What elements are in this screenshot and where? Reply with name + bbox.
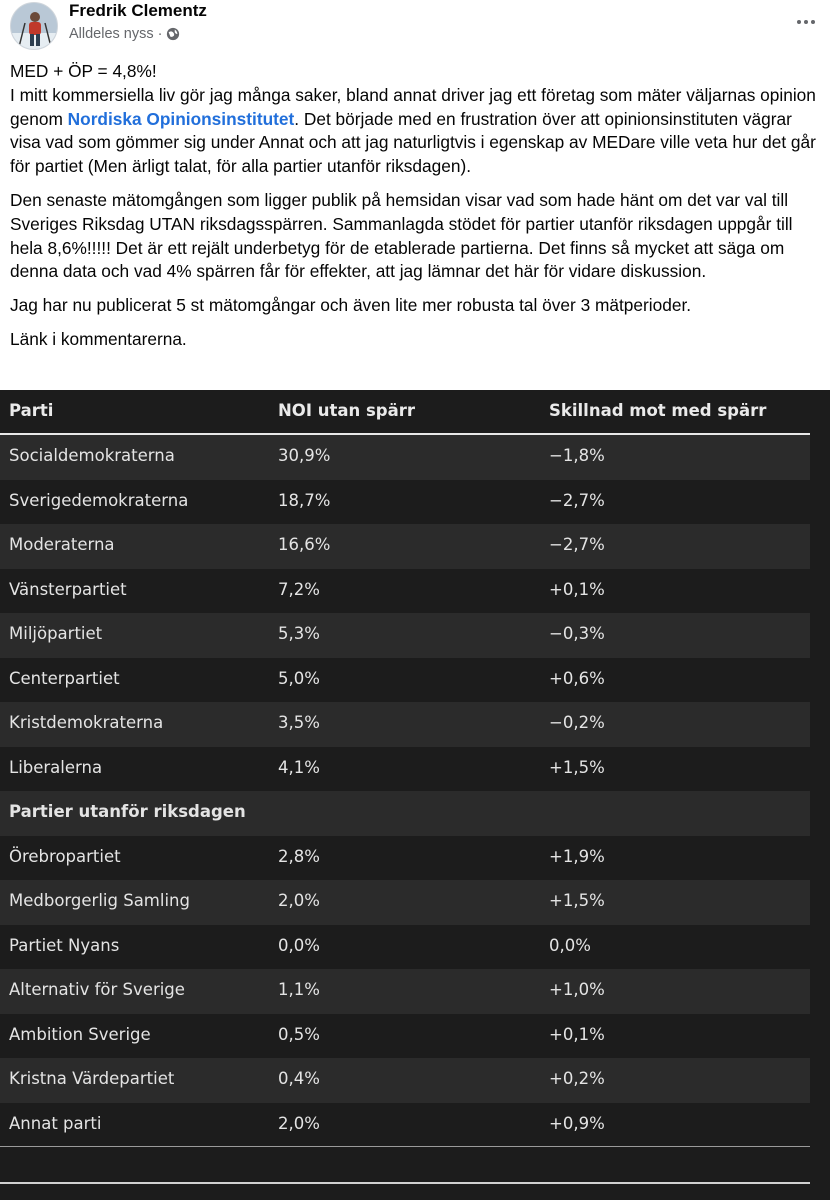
party-cell: Kristna Värdepartiet [9, 1069, 175, 1088]
table-row [0, 969, 810, 1014]
noi-cell: 2,8% [278, 846, 320, 866]
noi-cell: 18,7% [278, 490, 331, 510]
post-headline: MED + ÖP = 4,8%! [10, 61, 157, 81]
diff-cell: −1,8% [549, 446, 605, 465]
post-time[interactable]: Alldeles nyss [69, 26, 154, 42]
table-header [0, 390, 810, 434]
post-text-b: . Det började med en frustration över att opinionsinstituten vägrar visa vad som gömmer sig under Annat och att jag naturligtvis i egenskap av MEDare ville veta hur det går för partiet (Men ärligt talat, för alla partier utanför riksdagen). [10, 108, 816, 177]
diff-cell: +1,9% [549, 846, 605, 866]
party-cell: Örebropartiet [9, 846, 121, 866]
diff-cell: −0,2% [549, 713, 605, 732]
diff-cell: +0,6% [549, 668, 605, 688]
avatar-photo-icon [11, 3, 58, 50]
poll-table-image[interactable] [0, 390, 830, 1200]
party-cell: Medborgerlig Samling [9, 891, 190, 910]
party-cell: Liberalerna [9, 757, 103, 777]
party-cell: Miljöpartiet [9, 624, 103, 643]
post-header [10, 0, 830, 50]
table-row [0, 747, 810, 792]
diff-cell: −0,3% [549, 624, 605, 643]
party-cell: Kristdemokraterna [9, 713, 164, 732]
table-bottom-divider [0, 1146, 810, 1147]
party-cell: Partiet Nyans [9, 935, 120, 955]
noi-cell: 7,2% [278, 579, 320, 599]
post-paragraph-2: Den senaste mätomgången som ligger publik på hemsidan visar vad som hade hänt om det var val till Sveriges Riksdag UTAN riksdagsspärren. Sammanlagda stödet för partier utanför riksdagen uppgår till hela 8,6%!!!!! Det är ett rejält underbetyg för de etablerade partierna. Det finns så mycket att säga om denna data och vad 4% spärren får för effekter, att jag lämnar det här för vidare diskussion. [10, 189, 793, 282]
party-cell: Partier utanför riksdagen [9, 802, 246, 821]
party-cell: Annat parti [9, 1113, 102, 1133]
header-noi: NOI utan spärr [278, 401, 416, 420]
diff-cell: +0,9% [549, 1113, 605, 1133]
globe-icon[interactable] [166, 27, 180, 41]
party-cell: Ambition Sverige [9, 1024, 151, 1044]
noi-cell: 0,0% [278, 935, 320, 955]
noi-cell: 16,6% [278, 535, 331, 554]
meta-separator: · [157, 26, 163, 42]
section-row [0, 791, 810, 836]
party-cell: Socialdemokraterna [9, 446, 175, 465]
table-row [0, 569, 810, 614]
diff-cell: +0,1% [549, 1024, 605, 1044]
header-party: Parti [9, 401, 54, 420]
header-diff: Skillnad mot med spärr [549, 401, 767, 420]
more-dot [797, 20, 801, 24]
noi-cell: 5,0% [278, 668, 320, 688]
noi-cell: 1,1% [278, 980, 320, 999]
table-row [0, 1058, 810, 1103]
table-row [0, 702, 810, 747]
noi-cell: 5,3% [278, 624, 320, 643]
table-row [0, 435, 810, 480]
diff-cell: +1,5% [549, 891, 605, 910]
diff-cell: +1,5% [549, 757, 605, 777]
post-paragraph-4: Länk i kommentarerna. [10, 328, 187, 349]
post-body [10, 60, 825, 362]
post-paragraph-1 [10, 60, 825, 179]
table-row [0, 480, 810, 525]
party-cell: Sverigedemokraterna [9, 490, 189, 510]
table-row [0, 658, 810, 703]
noi-cell: 0,5% [278, 1024, 320, 1044]
diff-cell: +1,0% [549, 980, 605, 999]
diff-cell: 0,0% [549, 935, 591, 955]
party-cell: Vänsterpartiet [9, 579, 127, 599]
noi-cell: 0,4% [278, 1069, 320, 1088]
table-row [0, 836, 810, 881]
noi-link[interactable]: Nordiska Opinionsinstitutet [67, 108, 295, 129]
noi-cell: 30,9% [278, 446, 331, 465]
table-row [0, 524, 810, 569]
post-paragraph-3: Jag har nu publicerat 5 st mätomgångar och även lite mer robusta tal över 3 mätperioder. [10, 295, 692, 316]
noi-cell: 3,5% [278, 713, 320, 732]
table-row [0, 1103, 810, 1148]
table-row [0, 613, 810, 658]
diff-cell: +0,2% [549, 1069, 605, 1088]
table-bottom-border [0, 1182, 810, 1184]
noi-cell: 2,0% [278, 891, 320, 910]
diff-cell: −2,7% [549, 535, 605, 554]
more-dot [804, 20, 808, 24]
diff-cell: −2,7% [549, 490, 605, 510]
party-cell: Centerpartiet [9, 668, 120, 688]
post-text-a: I mitt kommersiella liv gör jag många saker, bland annat driver jag ett företag som mäter väljarnas opinion genom [10, 84, 816, 129]
party-cell: Moderaterna [9, 535, 115, 554]
noi-cell: 4,1% [278, 757, 320, 777]
author-name[interactable]: Fredrik Clementz [69, 1, 207, 20]
noi-cell: 2,0% [278, 1113, 320, 1133]
diff-cell: +0,1% [549, 579, 605, 599]
table-edge [810, 390, 830, 1200]
more-dot [811, 20, 815, 24]
more-options-icon[interactable] [788, 8, 824, 36]
avatar[interactable] [10, 2, 58, 50]
table-row [0, 1014, 810, 1059]
table-row [0, 925, 810, 970]
table-row [0, 880, 810, 925]
post-meta [69, 26, 180, 42]
party-cell: Alternativ för Sverige [9, 980, 185, 999]
